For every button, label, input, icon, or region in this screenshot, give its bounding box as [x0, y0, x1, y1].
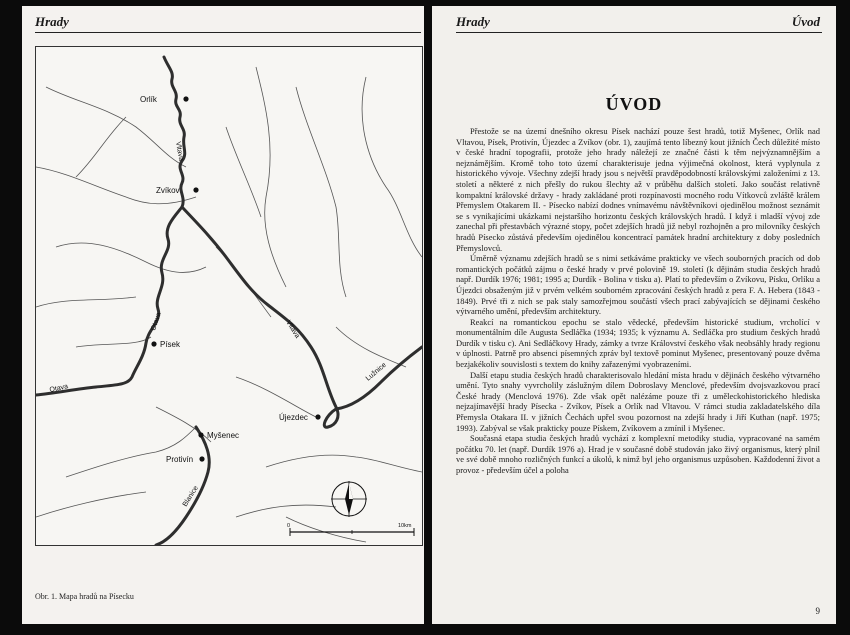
castle-label-pisek: Písek: [160, 340, 181, 349]
map-svg: [36, 47, 422, 545]
running-head-chapter: Úvod: [791, 14, 820, 29]
paragraph: Reakcí na romantickou epochu se stalo vědecké, především historické studium, vrcholící v monumentálním díle Augusta Sedláčka (1934; 1935; k významu A. Sedláčka pro studium českých hradů Durdík v tisku c). Ani Sedláčkovy Hrady, zámky a tvrze Království českého však neobsáhly hrady regionu v úplnosti. Patrně pro absenci písemných zpráv byl textově pominut Myšenec, presentovaný pouze dvěma bezjakékoliv souvislosti s textem do knihy zařazenými vyobrazeními.: [456, 316, 820, 370]
castle-label-zvikov: Zvíkov: [156, 186, 180, 195]
paragraph: Současná etapa studia českých hradů vychází z komplexní metodiky studia, vypracované na samém počátku 70. let (např. Durdík 1976 a). Hrad je v současné době studován jako živý organismus, který plnil ve své době mnoho rozličných funkcí a úkolů, k nimž byl jeho organismus uzpůsoben. Každodenní život a provoz - především účel a poloha: [456, 433, 820, 475]
river-label-vltava-upper: Vltava: [174, 141, 185, 162]
river-luznice: [336, 347, 422, 409]
paragraph: Přestože se na území dnešního okresu Písek nachází pouze šest hradů, totiž Myšenec, Orlík nad Vltavou, Písek, Protivín, Újezdec a Zvíkov (obr. 1), zaujímá tento líbezný kout jižních Čech důležité místo v české hradní topografii, protože jeho hrady náležejí ze značné části k těm nejvýznamnějším a nejznámějším. Kromě toho toto území charakterisuje jedna výjimečná okolnost, která vyplynula z historického vývoje. Všechny zdejší hrady jsou s největší pravděpodobností královskými založeními z 13. století a některé z nich přešly do rukou šlechty až v průběhu dalších století. Jako součást relativně kompaktní královské državy - hrady zakládané proti rozpínavosti mocného rodu Vítkovců zvláště králem Přemyslem Otakarem II. - Písecko nabízí dodnes vnímavému návštěvníkovi ojedinělou možnost seznámit se s vynikajícími ukázkami nejstaršího horizontu českých královských hradů. I když i mladší vývoj zde zanechal při přestavbách výrazné stopy, počet zdejších hradů již nebyl rozhojněn a pro milovníky českých hradů Písecko zůstává především ojedinělou koncentrací památek hradní architektury z doby posledních Přemyslovců.: [456, 126, 820, 253]
castle-dot-protivin: [199, 456, 204, 461]
castle-dot-ujezdec: [315, 414, 320, 419]
river-label-otava-lower: Otava: [48, 383, 69, 394]
castle-label-ujezdec: Újezdec: [279, 413, 308, 422]
castle-dot-zvikov: [193, 187, 198, 192]
river-label-vltava-lower: Vltava: [284, 319, 301, 340]
running-head-book: Hrady: [456, 14, 490, 29]
castle-dot-mysenec: [198, 432, 203, 437]
scale-label-end: 10km: [398, 523, 412, 529]
river-vltava-upper: [164, 57, 185, 207]
page-number: 9: [815, 606, 820, 616]
river-vltava-lower: [182, 207, 338, 427]
header-rule: [35, 32, 421, 33]
castle-map: [35, 46, 423, 546]
castle-label-protivin: Protivín: [166, 455, 194, 464]
right-page: [432, 6, 836, 624]
river-label-blanice: Blanice: [181, 484, 200, 509]
scale-label-start: 0: [287, 523, 291, 529]
castle-label-orlik: Orlík: [140, 95, 157, 104]
castle-dot-orlik: [183, 96, 188, 101]
river-otava: [36, 207, 182, 395]
river-blanice: [156, 427, 209, 545]
body-text: [456, 126, 820, 476]
left-page: [22, 6, 424, 624]
castle-label-mysenec: Myšenec: [207, 431, 240, 440]
castle-dot-pisek: [151, 341, 156, 346]
streams: [36, 67, 422, 542]
header-rule: [456, 32, 822, 33]
compass-icon: [331, 481, 367, 517]
figure-caption: Obr. 1. Mapa hradů na Písecku: [35, 592, 134, 601]
paragraph: Úměrně významu zdejších hradů se s nimi setkáváme prakticky ve všech souborných pracích od dob romantických počátků zájmu o české hrady v prvé polovině 19. století (k dějinám studia českých hradů např. Durdík 1976; 1981; 1995 a; Durdík - Bolina v tisku a). Platí to především o Zvíkovu, Písku, Orlíku a Újezdci obsaženým již v prvém velkém souborném zpracování českých hradů z pera F. A. Hebera (1843 - 1849). Prvé tři z nich se pak staly samozřejmou součástí všech prací zabývajících se dějinami českého výtvarného umění, především architektury.: [456, 253, 820, 317]
paragraph: Další etapu studia českých hradů charakterisovalo hledání místa hradu v dějinách českého výtvarného umění. Tyto snahy vyvrcholily záslužným dílem Dobroslavy Menclové, především dvojsvazkovou prací České hrady (Menclová 1976). Zde však opět nalézáme pouze tři z uměleckohistorického hlediska nejzajímavější hrady Písecka - Zvíkov, Písek a Orlík nad Vltavou. V rámci studia zakladatelského díla Přemysla Otakara II. v jižních Čechách upřel svou pozornost na zdejší hrady i Jiří Kuthan (např. 1975; 1993). Zabýval se však prakticky pouze Pískem, Zvíkovem a zmínil i Myšenec.: [456, 369, 820, 433]
river-label-luznice: Lužnice: [364, 361, 388, 383]
chapter-title: ÚVOD: [605, 94, 663, 114]
scale-bar: [290, 528, 414, 536]
river-label-otava-upper: Otava: [150, 311, 163, 332]
running-head-left: Hrady: [35, 14, 69, 29]
